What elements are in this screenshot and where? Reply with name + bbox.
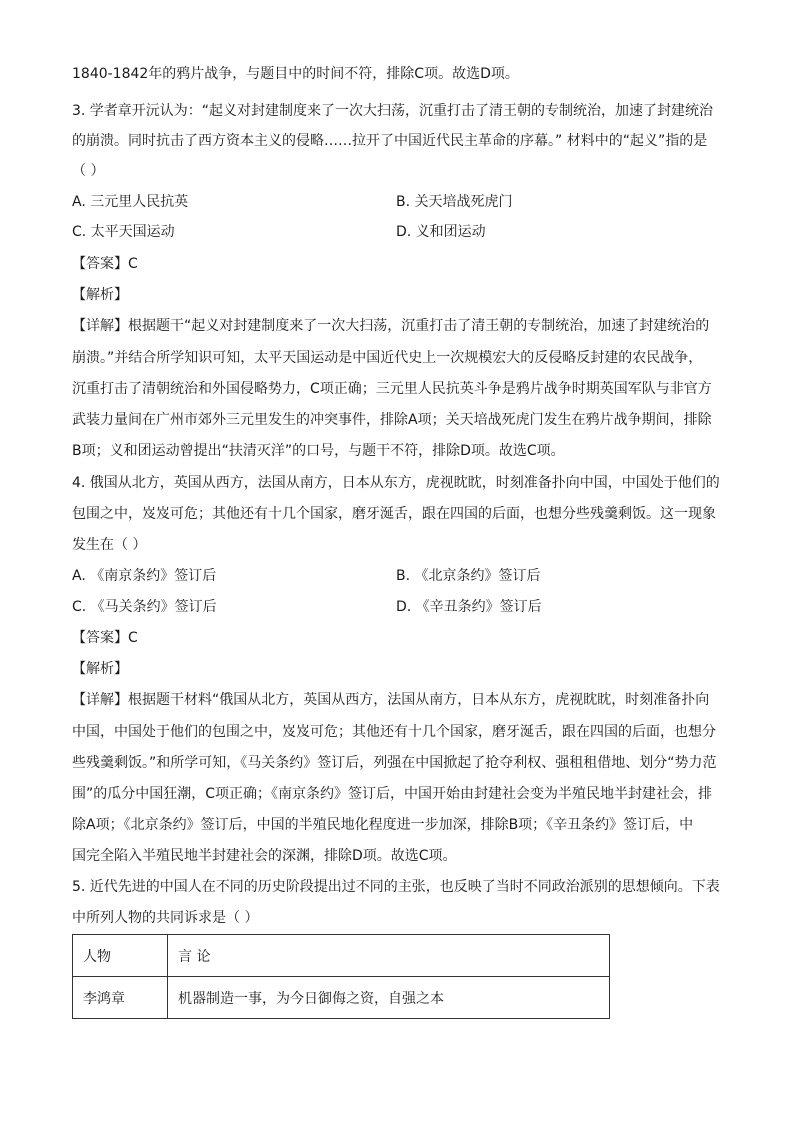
q3-option-a: A. 三元里人民抗英 bbox=[72, 194, 189, 210]
q3-option-b: B. 关天培战死虎门 bbox=[396, 194, 513, 210]
q3-detail-line: B项；义和团运动曾提出“扶清灭洋”的口号，与题干不符，排除D项。故选C项。 bbox=[72, 443, 565, 459]
q4-detail-line: 国完全陷入半殖民地半封建社会的深渊，排除D项。故选C项。 bbox=[72, 848, 457, 864]
table-header-cell: 言 论 bbox=[168, 935, 610, 977]
q3-answer: 【答案】C bbox=[72, 256, 138, 272]
question-3-stem: 的崩溃。同时抗击了西方资本主义的侵略……拉开了中国近代民主革命的序幕。” 材料中的“起义”指的是 bbox=[72, 133, 708, 149]
q3-detail-line: 【详解】根据题干“起义对封建制度来了一次大扫荡，沉重打击了清王朝的专制统治，加速了封建统治的 bbox=[72, 318, 710, 334]
question-5-stem: 中所列人物的共同诉求是（ ） bbox=[72, 910, 259, 926]
q3-detail-line: 沉重打击了清朝统治和外国侵略势力，C项正确；三元里人民抗英斗争是鸦片战争时期英国军队与非官方 bbox=[72, 381, 712, 397]
table-header-row bbox=[73, 935, 610, 977]
q4-option-d: D. 《辛丑条约》签订后 bbox=[396, 599, 542, 615]
question-4-stem: 发生在（ ） bbox=[72, 537, 147, 553]
q4-detail-line: 中国，中国处于他们的包围之中，岌岌可危；其他还有十几个国家，磨牙涎舌，跟在四国的后面，也想分 bbox=[72, 724, 716, 740]
q4-detail-line: 些残羹剩饭。”和所学可知，《马关条约》签订后，列强在中国掀起了抢夺利权、强租租借地、划分“势力范 bbox=[72, 755, 717, 771]
q3-option-d: D. 义和团运动 bbox=[396, 224, 486, 240]
q4-detail-line: 【详解】根据题干材料“俄国从北方，英国从西方，法国从南方，日本从东方，虎视眈眈，时刻准备扑向 bbox=[72, 692, 710, 708]
table-row bbox=[73, 977, 610, 1019]
q3-analysis-label: 【解析】 bbox=[72, 287, 128, 303]
question-4-stem: 4. 俄国从北方，英国从西方，法国从南方，日本从东方，虎视眈眈，时刻准备扑向中国，中国处于他们的 bbox=[72, 475, 720, 491]
question-3-stem: 3. 学者章开沅认为：“起义对封建制度来了一次大扫荡，沉重打击了清王朝的专制统治，加速了封建统治 bbox=[72, 103, 714, 119]
table-header-cell: 人物 bbox=[73, 935, 168, 977]
table-cell: 李鸿章 bbox=[73, 977, 168, 1019]
q4-detail-line: 除A项；《北京条约》签订后，中国的半殖民地化程度进一步加深，排除B项；《辛丑条约》签订后，中 bbox=[72, 817, 694, 833]
q4-option-a: A. 《南京条约》签订后 bbox=[72, 568, 217, 584]
text-line: 1840-1842年的鸦片战争，与题目中的时间不符，排除C项。故选D项。 bbox=[72, 66, 519, 82]
question-3-blank: （ ） bbox=[72, 163, 105, 179]
q3-detail-line: 崩溃。”并结合所学知识可知，太平天国运动是中国近代史上一次规模宏大的反侵略反封建的农民战争， bbox=[72, 350, 703, 366]
q3-option-c: C. 太平天国运动 bbox=[72, 224, 175, 240]
q3-detail-line: 武装力量间在广州市郊外三元里发生的冲突事件，排除A项；关天培战死虎门发生在鸦片战争期间，排除 bbox=[72, 412, 712, 428]
q4-answer: 【答案】C bbox=[72, 630, 138, 646]
q4-option-b: B. 《北京条约》签订后 bbox=[396, 568, 541, 584]
question-5-stem: 5. 近代先进的中国人在不同的历史阶段提出过不同的主张，也反映了当时不同政治派别的思想倾向。下表 bbox=[72, 879, 720, 895]
table-cell: 机器制造一事，为今日御侮之资，自强之本 bbox=[168, 977, 610, 1019]
q5-table bbox=[72, 934, 610, 1019]
q4-option-c: C. 《马关条约》签订后 bbox=[72, 599, 217, 615]
q4-detail-line: 围”的瓜分中国狂潮，C项正确；《南京条约》签订后，中国开始由封建社会变为半殖民地半封建社会，排 bbox=[72, 786, 713, 802]
question-4-stem: 包围之中，岌岌可危；其他还有十几个国家，磨牙涎舌，跟在四国的后面，也想分些残羹剩饭。这一现象 bbox=[72, 506, 716, 522]
q4-analysis-label: 【解析】 bbox=[72, 661, 128, 677]
